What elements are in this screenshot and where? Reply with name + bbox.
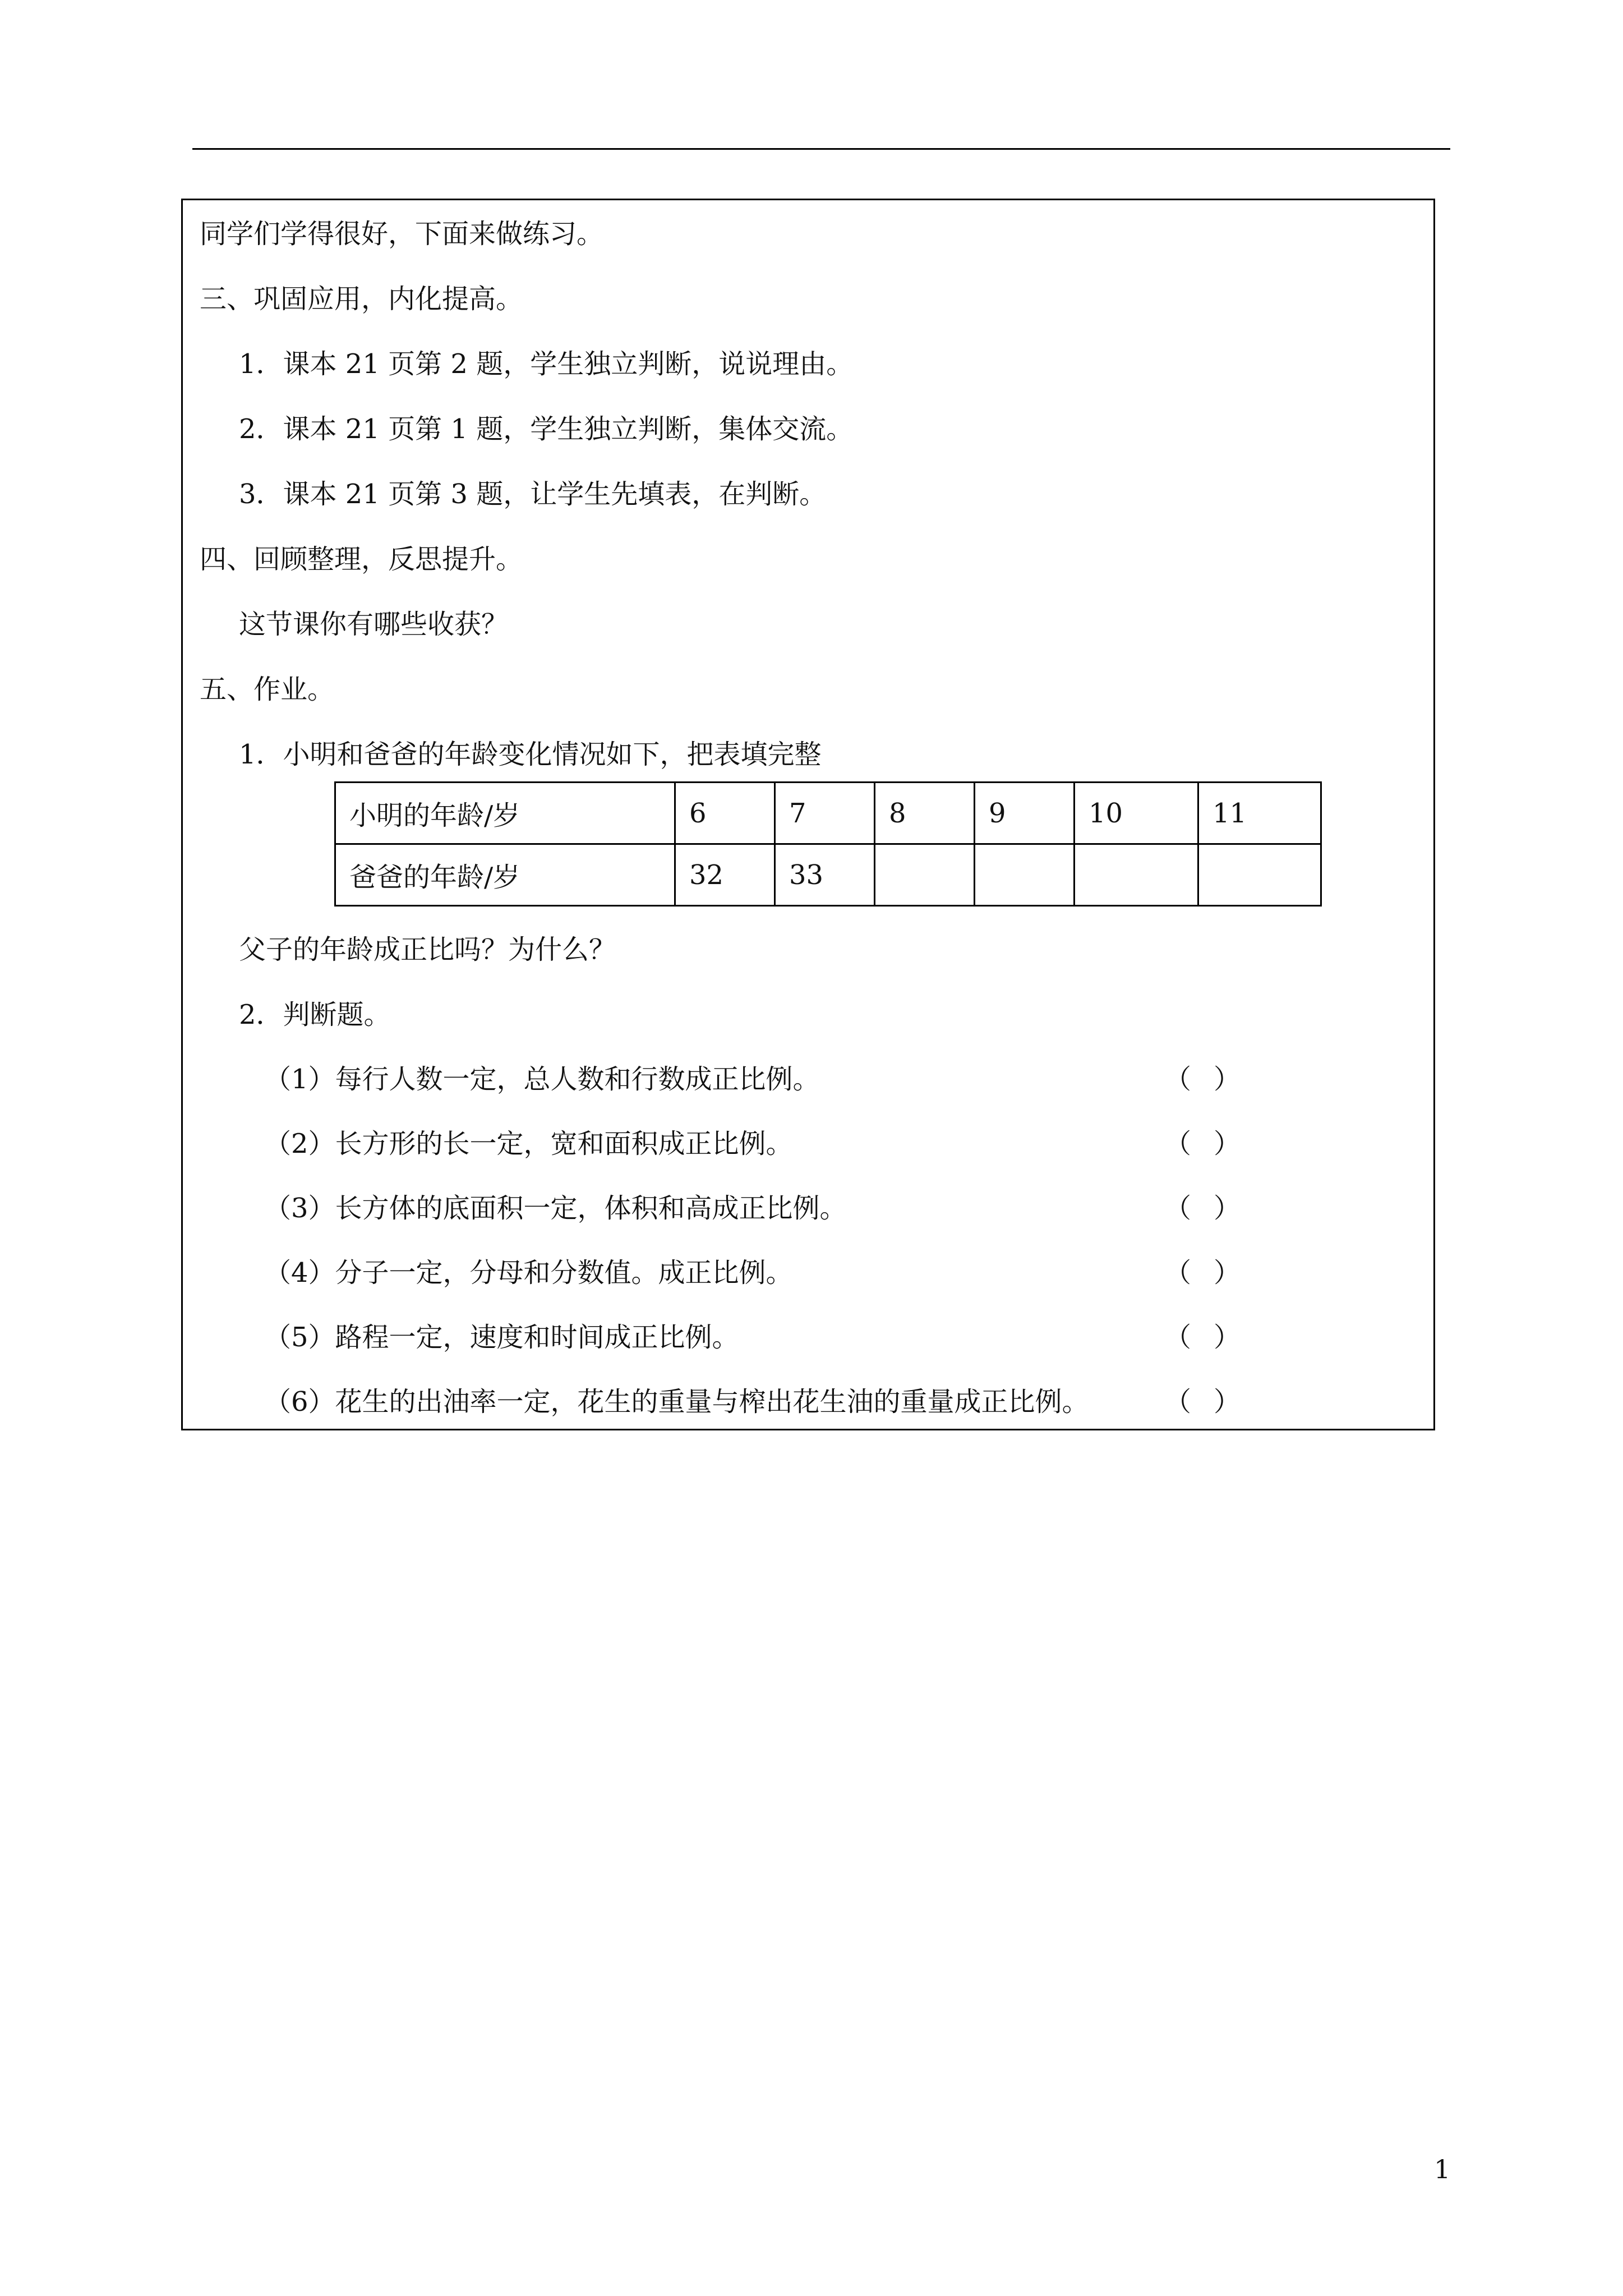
section-5-heading: 五、作业。 bbox=[200, 674, 335, 705]
homework-1: 1．小明和爸爸的年龄变化情况如下，把表填完整 bbox=[239, 739, 822, 770]
answer-parentheses[interactable]: （） bbox=[1164, 1386, 1264, 1418]
judgment-item-4: （4）分子一定，分母和分数值。成正比例。 bbox=[264, 1257, 793, 1289]
table-cell-blank[interactable] bbox=[975, 844, 1075, 906]
table-row bbox=[335, 783, 1321, 844]
homework-2: 2．判断题。 bbox=[239, 999, 391, 1030]
section-3-item-2: 2．课本 21 页第 1 题，学生独立判断，集体交流。 bbox=[239, 413, 854, 445]
answer-parentheses[interactable]: （） bbox=[1164, 1322, 1264, 1353]
answer-parentheses[interactable]: （） bbox=[1164, 1257, 1264, 1289]
answer-parentheses[interactable]: （） bbox=[1164, 1064, 1264, 1095]
table-cell-blank[interactable] bbox=[875, 844, 975, 906]
section-3-item-1: 1．课本 21 页第 2 题，学生独立判断，说说理由。 bbox=[239, 348, 854, 380]
age-table bbox=[334, 781, 1322, 907]
reflection-question: 这节课你有哪些收获？ bbox=[239, 609, 509, 640]
intro-line: 同学们学得很好，下面来做练习。 bbox=[200, 218, 604, 250]
judgment-item-6: （6）花生的出油率一定，花生的重量与榨出花生油的重量成正比例。 bbox=[264, 1386, 1089, 1418]
page-number: 1 bbox=[1434, 2154, 1451, 2184]
table-cell: 7 bbox=[775, 783, 875, 844]
table-cell: 33 bbox=[775, 844, 875, 906]
table-cell: 8 bbox=[875, 783, 975, 844]
table-row bbox=[335, 844, 1321, 906]
judgment-item-2: （2）长方形的长一定，宽和面积成正比例。 bbox=[264, 1128, 793, 1159]
judgment-item-3: （3）长方体的底面积一定，体积和高成正比例。 bbox=[264, 1193, 847, 1224]
section-3-heading: 三、巩固应用，内化提高。 bbox=[200, 283, 523, 315]
answer-parentheses[interactable]: （） bbox=[1164, 1193, 1264, 1224]
table-cell: 小明的年龄/岁 bbox=[335, 783, 675, 844]
table-cell-blank[interactable] bbox=[1075, 844, 1198, 906]
table-cell-blank[interactable] bbox=[1198, 844, 1321, 906]
lesson-frame bbox=[181, 199, 1435, 1430]
table-cell: 32 bbox=[675, 844, 775, 906]
table-cell: 11 bbox=[1198, 783, 1321, 844]
judgment-item-5: （5）路程一定，速度和时间成正比例。 bbox=[264, 1322, 739, 1353]
section-3-item-3: 3．课本 21 页第 3 题，让学生先填表，在判断。 bbox=[239, 478, 827, 510]
table-cell: 爸爸的年龄/岁 bbox=[335, 844, 675, 906]
header-rule bbox=[192, 148, 1450, 150]
section-4-heading: 四、回顾整理，反思提升。 bbox=[200, 544, 523, 575]
judgment-item-1: （1）每行人数一定，总人数和行数成正比例。 bbox=[264, 1064, 820, 1095]
table-cell: 6 bbox=[675, 783, 775, 844]
answer-parentheses[interactable]: （） bbox=[1164, 1128, 1264, 1159]
table-cell: 10 bbox=[1075, 783, 1198, 844]
homework-1-question: 父子的年龄成正比吗？为什么？ bbox=[239, 934, 616, 965]
table-cell: 9 bbox=[975, 783, 1075, 844]
